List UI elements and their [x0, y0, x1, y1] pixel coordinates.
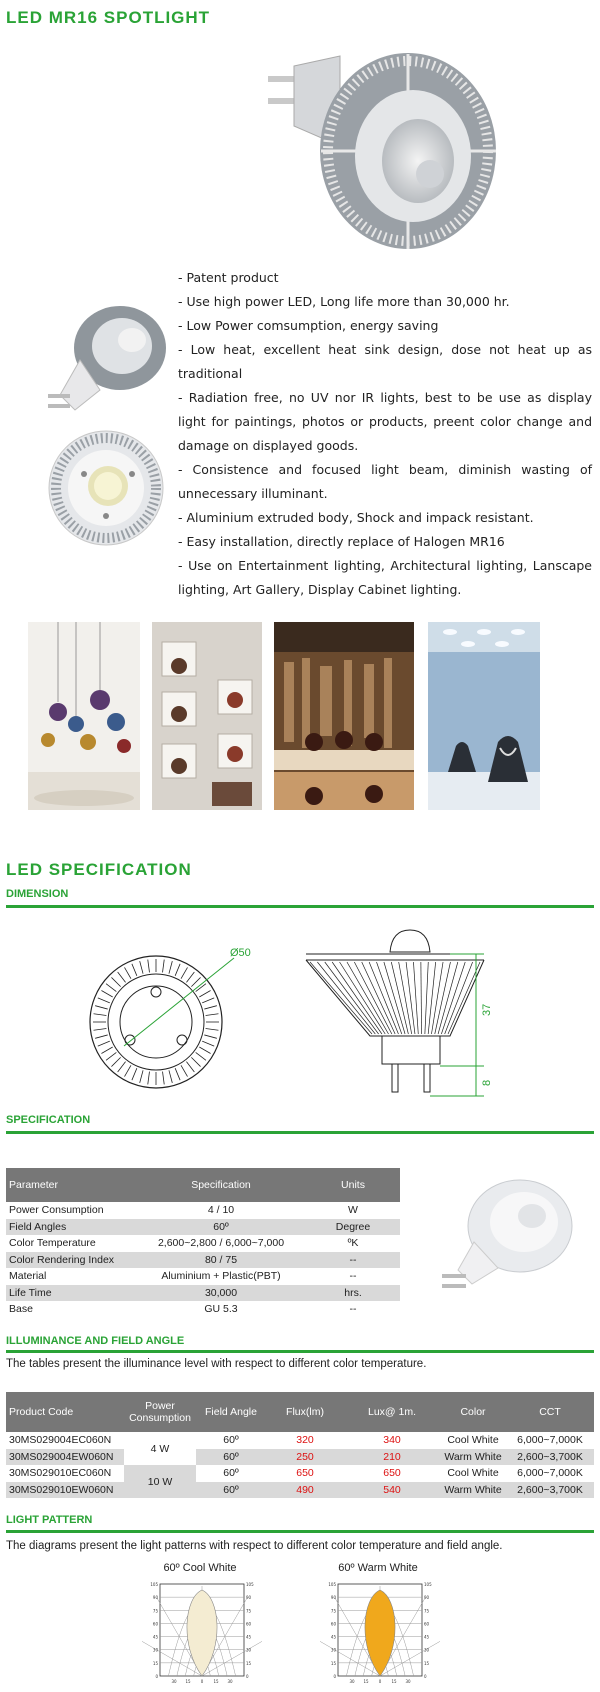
- scale-tick-label: 15: [363, 1679, 369, 1684]
- light-pattern-note: The diagrams present the light patterns with respect to different color temperature and field angle.: [6, 1540, 503, 1552]
- feature-item: - Aluminium extruded body, Shock and impack resistant.: [178, 510, 534, 525]
- scale-tick-label: 15: [391, 1679, 397, 1684]
- feature-item: - Radiation free, no UV nor IR lights, best to be use as display light for paintings, photos or products, preent color change and damage on displayed goods.: [178, 390, 592, 453]
- scale-tick-label: 15: [424, 1660, 430, 1666]
- page-title: LED MR16 SPOTLIGHT: [6, 8, 211, 27]
- dim-pin-label: 8: [481, 1079, 493, 1086]
- illu-col-header: Color: [440, 1392, 506, 1432]
- scale-tick-label: 90: [152, 1595, 158, 1601]
- scale-tick-label: 0: [246, 1674, 249, 1679]
- spec-col-header: Specification: [136, 1168, 306, 1202]
- scale-tick-label: 15: [330, 1660, 336, 1666]
- application-photo-boutique: [28, 622, 140, 810]
- scale-tick-label: 75: [246, 1608, 252, 1614]
- specification-rule: [6, 1131, 594, 1134]
- feature-list: [178, 266, 592, 602]
- scale-tick-label: 60: [246, 1621, 252, 1627]
- scale-tick-label: 105: [246, 1582, 254, 1587]
- table-row: 30MS029010EC060N 10 W 60º 650 650 Cool White 6,000~7,000K: [6, 1465, 594, 1482]
- scale-tick-label: 105: [328, 1582, 336, 1587]
- feature-item: - Low heat, excellent heat sink design, dose not heat up as traditional: [178, 342, 592, 381]
- feature-item: - Easy installation, directly replace of Halogen MR16: [178, 534, 505, 549]
- application-photo-wall: [274, 622, 414, 810]
- feature-item: - Use high power LED, Long life more than 30,000 hr.: [178, 294, 510, 309]
- scale-tick-label: 15: [246, 1660, 252, 1666]
- scale-tick-label: 30: [349, 1679, 355, 1684]
- dimension-front-drawing: [84, 944, 274, 1094]
- feature-item: - Use on Entertainment lighting, Architectural lighting, Lanscape lighting, Art Gallery, Display Cabinet lighting.: [178, 558, 592, 597]
- dim-diameter-label: Ø50: [230, 947, 251, 959]
- diagram-label-warm: 60º Warm White: [338, 1562, 418, 1574]
- scale-tick-label: 30: [152, 1647, 158, 1653]
- product-image-front: [46, 428, 166, 548]
- scale-tick-label: 60: [152, 1621, 158, 1627]
- light-pattern-heading: LIGHT PATTERN: [6, 1514, 93, 1526]
- illuminance-note: The tables present the illuminance level with respect to different color temperature.: [6, 1358, 427, 1370]
- dimension-heading: DIMENSION: [6, 888, 69, 900]
- illu-col-header: CCT: [506, 1392, 594, 1432]
- table-row: Base GU 5.3 --: [9, 1303, 357, 1316]
- scale-tick-label: 45: [330, 1634, 336, 1640]
- scale-tick-label: 75: [424, 1608, 430, 1614]
- scale-tick-label: 105: [424, 1582, 432, 1587]
- scale-tick-label: 75: [330, 1608, 336, 1614]
- scale-tick-label: 0: [200, 1679, 204, 1684]
- product-image-main: [258, 46, 498, 256]
- scale-tick-label: 30: [246, 1647, 252, 1653]
- scale-tick-label: 60: [424, 1621, 430, 1627]
- table-row: 30MS029010EW060N 60º 490 540 Warm White 2,600~3,700K: [6, 1482, 594, 1499]
- specification-heading: SPECIFICATION: [6, 1114, 91, 1126]
- illu-col-header: Field Angle: [196, 1392, 266, 1432]
- scale-tick-label: 15: [152, 1660, 158, 1666]
- scale-tick-label: 30: [424, 1647, 430, 1653]
- scale-tick-label: 30: [405, 1679, 411, 1684]
- scale-tick-label: 0: [424, 1674, 427, 1679]
- scale-tick-label: 15: [185, 1679, 191, 1684]
- scale-tick-label: 0: [333, 1674, 336, 1679]
- feature-item: - Low Power comsumption, energy saving: [178, 318, 439, 333]
- scale-tick-label: 45: [152, 1634, 158, 1640]
- scale-tick-label: 15: [213, 1679, 219, 1684]
- scale-tick-label: 75: [152, 1608, 158, 1614]
- table-row: 30MS029004EC060N 4 W 60º 320 340 Cool White 6,000~7,000K: [6, 1432, 594, 1449]
- illuminance-table: [6, 1392, 594, 1498]
- table-row: Color Temperature 2,600~2,800 / 6,000~7,000 ºK: [9, 1237, 359, 1250]
- feature-item: - Patent product: [178, 270, 279, 285]
- scale-tick-label: 30: [330, 1647, 336, 1653]
- product-image-spec: [428, 1176, 578, 1298]
- scale-tick-label: 90: [246, 1595, 252, 1601]
- dim-height-label: 37: [481, 1003, 493, 1016]
- table-row: Power Consumption 4 / 10 W: [9, 1204, 358, 1217]
- table-row: 30MS029004EW060N 60º 250 210 Warm White 2,600~3,700K: [6, 1449, 594, 1466]
- dimension-side-drawing: [300, 924, 500, 1099]
- illu-col-header: Flux(lm): [266, 1392, 344, 1432]
- dimension-rule: [6, 905, 594, 908]
- specification-table: [6, 1168, 400, 1318]
- light-pattern-diagram-cool: [142, 1578, 262, 1690]
- table-row: Field Angles 60º Degree: [6, 1219, 400, 1236]
- illu-col-header: Lux@ 1m.: [344, 1392, 440, 1432]
- spec-section-title: LED SPECIFICATION: [6, 860, 192, 879]
- illu-col-header: Product Code: [6, 1392, 124, 1432]
- diagram-label-cool: 60º Cool White: [163, 1562, 237, 1574]
- scale-tick-label: 30: [171, 1679, 177, 1684]
- spec-col-header: Parameter: [6, 1168, 136, 1202]
- scale-tick-label: 105: [150, 1582, 158, 1587]
- scale-tick-label: 0: [378, 1679, 382, 1684]
- scale-tick-label: 90: [330, 1595, 336, 1601]
- illuminance-heading: ILLUMINANCE AND FIELD ANGLE: [6, 1335, 185, 1347]
- table-row: Material Aluminium + Plastic(PBT) --: [9, 1270, 357, 1283]
- scale-tick-label: 0: [155, 1674, 158, 1679]
- illuminance-rule: [6, 1350, 594, 1353]
- light-pattern-diagram-warm: [320, 1578, 440, 1690]
- product-image-side: [40, 300, 170, 420]
- scale-tick-label: 90: [424, 1595, 430, 1601]
- spec-col-header: Units: [306, 1168, 400, 1202]
- light-pattern-rule: [6, 1530, 594, 1533]
- illu-col-header: Power Consumption: [124, 1392, 196, 1432]
- table-row: Color Rendering Index 80 / 75 --: [6, 1252, 400, 1269]
- scale-tick-label: 30: [227, 1679, 233, 1684]
- scale-tick-label: 45: [424, 1634, 430, 1640]
- table-row: Life Time 30,000 hrs.: [6, 1285, 400, 1302]
- application-photo-jewelry: [428, 622, 540, 810]
- scale-tick-label: 45: [246, 1634, 252, 1640]
- feature-item: - Consistence and focused light beam, diminish wasting of unnecessary illuminant.: [178, 462, 592, 501]
- application-photo-niches: [152, 622, 262, 810]
- scale-tick-label: 60: [330, 1621, 336, 1627]
